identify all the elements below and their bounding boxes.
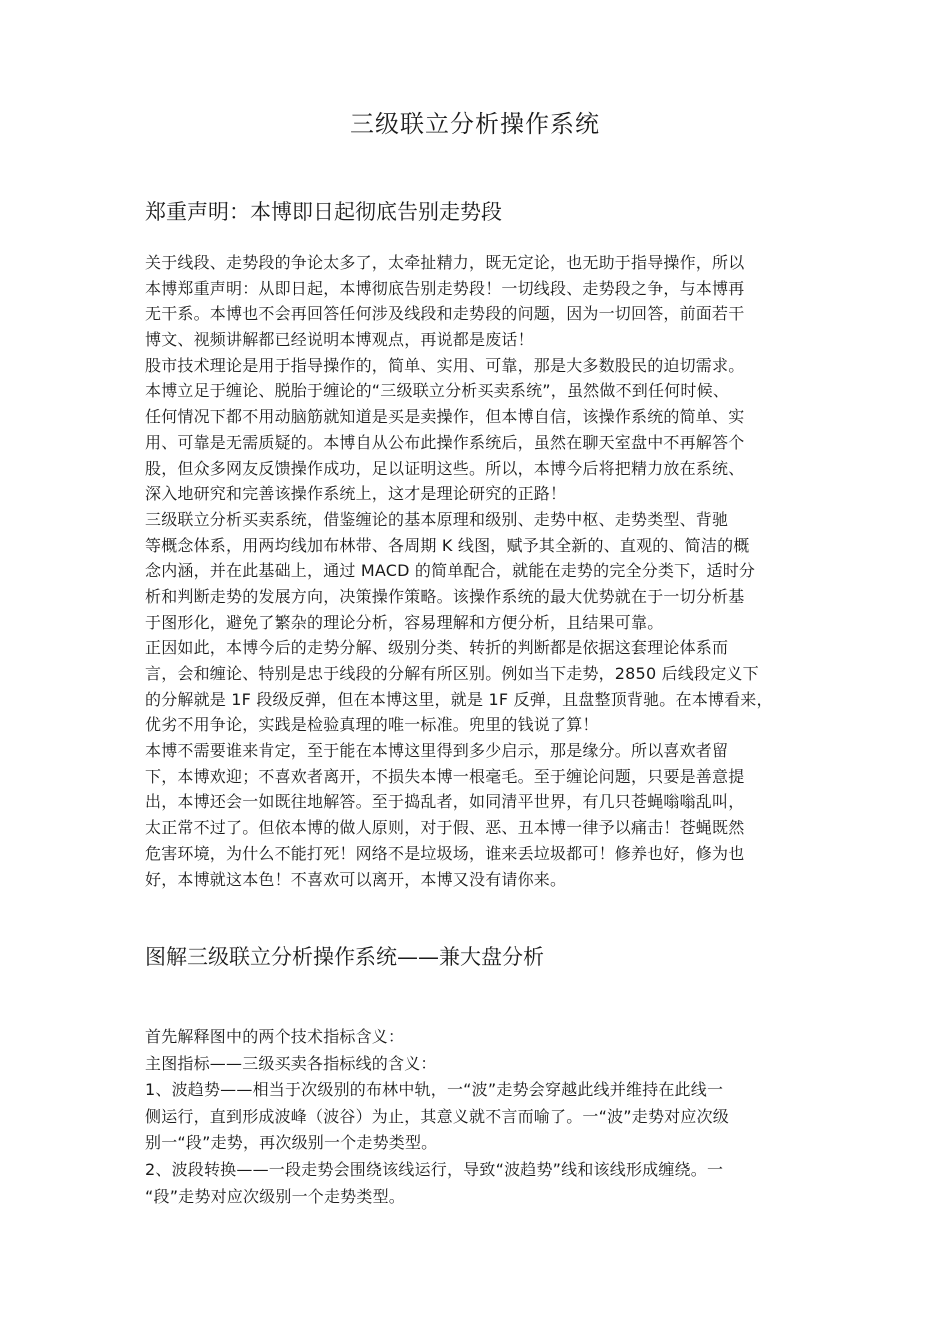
body-line: 危害环境，为什么不能打死！网络不是垃圾场，谁来丢垃圾都可！修养也好，修为也 — [145, 843, 745, 863]
body-line: 任何情况下都不用动脑筋就知道是买是卖操作，但本博自信，该操作系统的简单、实 — [145, 407, 745, 427]
body-line: 三级联立分析买卖系统，借鉴缠论的基本原理和级别、走势中枢、走势类型、背驰 — [145, 509, 729, 529]
body-line: 等概念体系，用两均线加布林带、各周期 K 线图，赋予其全新的、直观的、简洁的概 — [145, 535, 750, 555]
body-line: 念内涵，并在此基础上，通过 MACD 的简单配合，就能在走势的完全分类下，适时分 — [145, 561, 756, 581]
body-line: 用、可靠是无需质疑的。本博自从公布此操作系统后，虽然在聊天室盘中不再解答个 — [145, 432, 745, 452]
body-line: 深入地研究和完善该操作系统上，这才是理论研究的正路！ — [145, 484, 567, 504]
document-title: 三级联立分析操作系统 — [350, 110, 600, 138]
body-line: 本博郑重声明：从即日起，本博彻底告别走势段！一切线段、走势段之争，与本博再 — [145, 278, 745, 298]
body-line: 关于线段、走势段的争论太多了，太牵扯精力，既无定论，也无助于指导操作，所以 — [145, 253, 745, 272]
declaration-body — [145, 250, 835, 892]
body-line: 本博不需要谁来肯定，至于能在本博这里得到多少启示，那是缘分。所以喜欢者留 — [145, 741, 729, 761]
body-line: 好，本博就这本色！不喜欢可以离开，本博又没有请你来。 — [145, 869, 567, 889]
body-line: 下，本博欢迎；不喜欢者离开，不损失本博一根毫毛。至于缠论问题，只要是善意提 — [145, 766, 745, 786]
body-line: 首先解释图中的两个技术指标含义： — [145, 1027, 405, 1046]
body-line: 析和判断走势的发展方向，决策操作策略。该操作系统的最大优势就在于一切分析基 — [145, 586, 745, 606]
body-line: 博文、视频讲解都已经说明本博观点，再说都是废话！ — [145, 330, 534, 350]
body-line: 主图指标——三级买卖各指标线的含义： — [145, 1053, 437, 1073]
body-line: 本博立足于缠论、脱胎于缠论的“三级联立分析买卖系统”，虽然做不到任何时候、 — [145, 381, 729, 401]
body-line: 出，本博还会一如既往地解答。至于捣乱者，如同清平世界，有几只苍蝇嗡嗡乱叫， — [145, 792, 745, 812]
body-line: “段”走势对应次级别一个走势类型。 — [145, 1186, 405, 1206]
body-line: 于图形化，避免了繁杂的理论分析，容易理解和方便分析，且结果可靠。 — [145, 612, 664, 632]
body-line: 侧运行，直到形成波峰（波谷）为止，其意义就不言而喻了。一“波”走势对应次级 — [145, 1106, 729, 1126]
section-heading-declaration: 郑重声明：本博即日起彻底告别走势段 — [145, 200, 502, 224]
body-line: 言，会和缠论、特别是忠于线段的分解有所区别。例如当下走势，2850 后线段定义下 — [145, 664, 759, 683]
body-line: 的分解就是 1F 段级反弹，但在本博这里，就是 1F 反弹，且盘整顶背驰。在本博看来， — [145, 689, 773, 709]
body-line: 无干系。本博也不会再回答任何涉及线段和走势段的问题，因为一切回答，前面若干 — [145, 304, 745, 324]
body-line: 优劣不用争论，实践是检验真理的唯一标准。兜里的钱说了算！ — [145, 715, 599, 735]
diagram-explanation-body — [145, 1024, 835, 1210]
body-line: 别一“段”走势，再次级别一个走势类型。 — [145, 1133, 438, 1153]
body-line: 股市技术理论是用于指导操作的，简单、实用、可靠，那是大多数股民的迫切需求。 — [145, 355, 745, 375]
section-heading-diagram-explanation: 图解三级联立分析操作系统——兼大盘分析 — [145, 945, 544, 969]
body-line: 太正常不过了。但依本博的做人原则，对于假、恶、丑本博一律予以痛击！苍蝇既然 — [145, 818, 745, 838]
body-line: 正因如此，本博今后的走势分解、级别分类、转折的判断都是依据这套理论体系而 — [145, 638, 729, 658]
body-line: 股，但众多网友反馈操作成功，足以证明这些。所以，本博今后将把精力放在系统、 — [145, 458, 745, 478]
body-line: 1、波趋势——相当于次级别的布林中轨，一“波”走势会穿越此线并维持在此线一 — [145, 1080, 724, 1100]
body-line: 2、波段转换——一段走势会围绕该线运行，导致“波趋势”线和该线形成缠绕。一 — [145, 1159, 724, 1179]
